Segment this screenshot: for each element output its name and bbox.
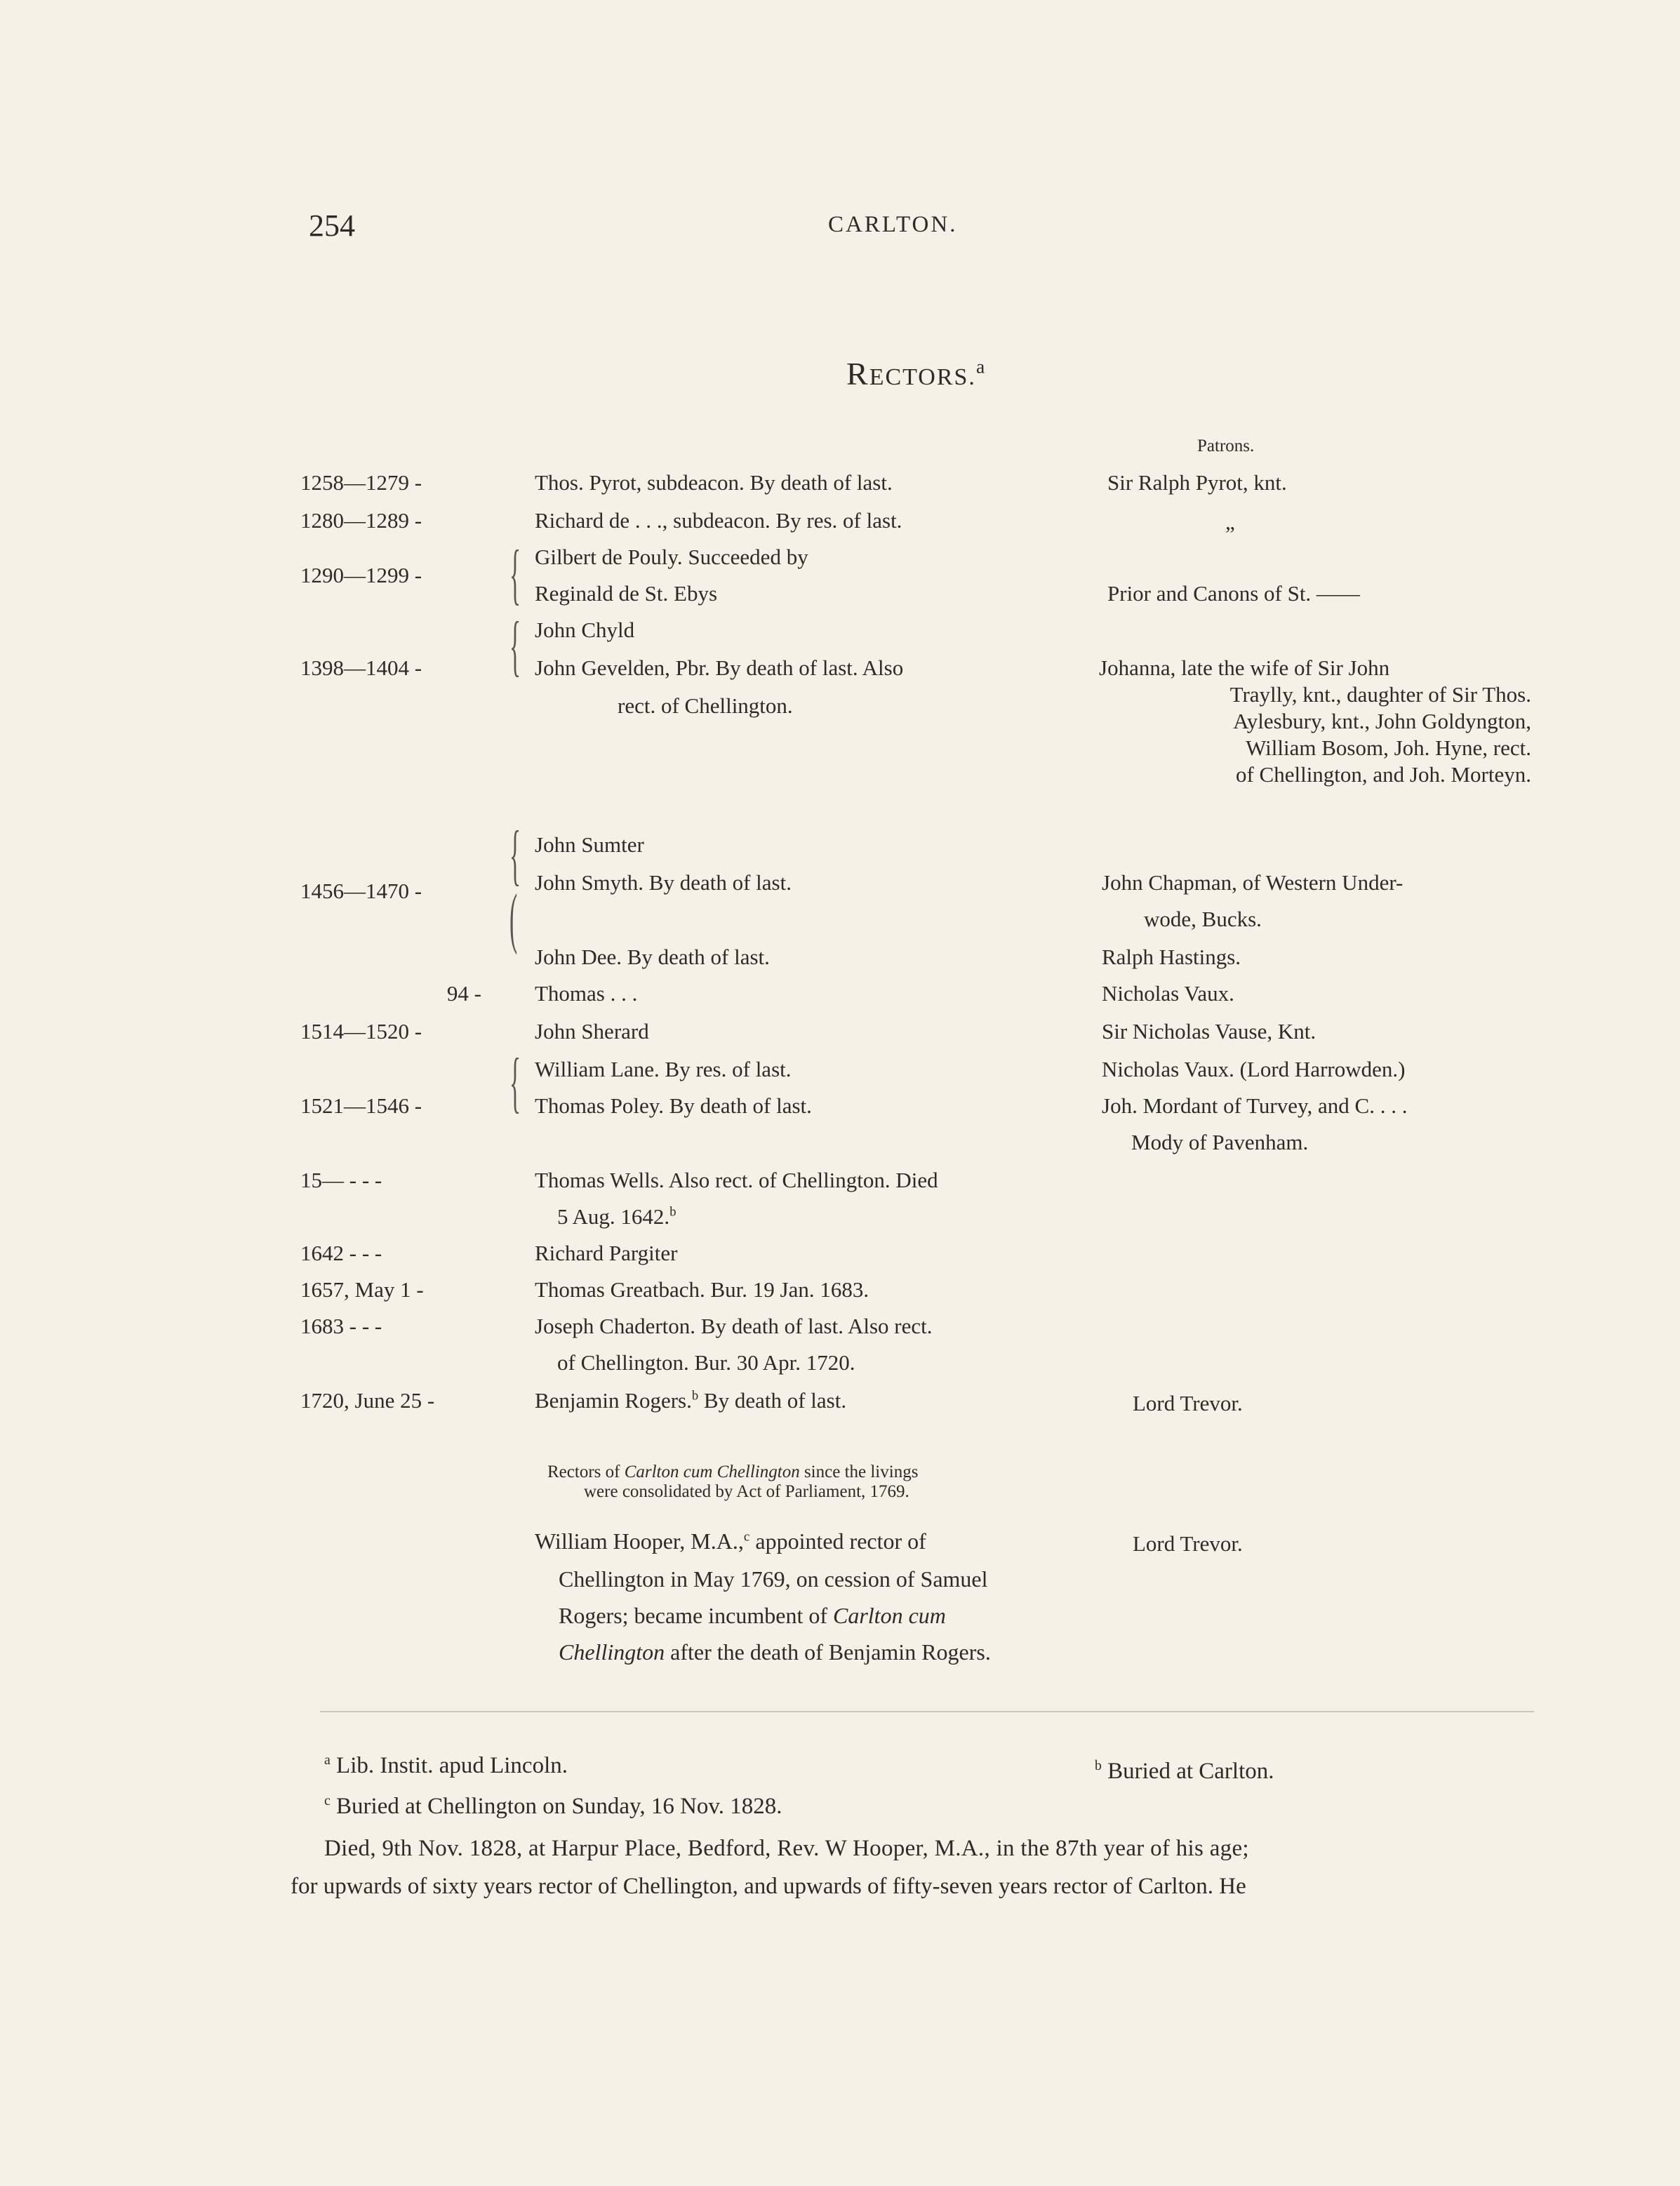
row-rector: rect. of Chellington.: [618, 693, 793, 718]
row-rector: Richard de . . ., subdeacon. By res. of last.: [535, 508, 902, 533]
row-patron: Ralph Hastings.: [1102, 945, 1241, 969]
brace-icon: {: [509, 1044, 521, 1119]
row-rector: Thomas . . .: [535, 981, 638, 1006]
footnote-b: $^b$ Buried at Carlton.: [1095, 1758, 1274, 1784]
row-patron: Sir Ralph Pyrot, knt.: [1107, 470, 1287, 495]
footnote-mark-b: b: [691, 1388, 699, 1404]
row-rector: William Lane. By res. of last.: [535, 1057, 792, 1081]
consolidated-entry: William Hooper, M.A.,$^c$ appointed rector of: [535, 1528, 926, 1554]
row-rector: Joseph Chaderton. By death of last. Also rect.: [535, 1314, 933, 1338]
row-rector: Reginald de St. Ebys: [535, 581, 718, 606]
row-rector: Thomas Greatbach. Bur. 19 Jan. 1683.: [535, 1277, 869, 1302]
consolidated-patron: Lord Trevor.: [1133, 1531, 1243, 1556]
row-rector: Thomas Wells. Also rect. of Chellington. Died: [535, 1168, 938, 1192]
brace-icon: {: [509, 817, 521, 892]
row-rector: Benjamin Rogers.$^b$ By death of last.: [535, 1388, 847, 1413]
row-dates: 1398—1404 -: [300, 655, 422, 680]
footnote-mark-b: b: [669, 1204, 676, 1220]
row-patron: Lord Trevor.: [1133, 1391, 1243, 1415]
patrons-header: Patrons.: [1197, 436, 1255, 455]
row-dates: 1657, May 1 -: [300, 1277, 424, 1302]
row-rector: 5 Aug. 1642.$^b$: [557, 1204, 676, 1229]
row-rector: John Sherard: [535, 1019, 649, 1044]
row-patron: Aylesbury, knt., John Goldyngton,: [1233, 709, 1531, 733]
row-patron: of Chellington, and Joh. Morteyn.: [1235, 762, 1531, 787]
footnote-divider: [320, 1711, 1534, 1712]
row-dates: 1514—1520 -: [300, 1019, 422, 1044]
row-rector: of Chellington. Bur. 30 Apr. 1720.: [557, 1350, 855, 1375]
row-dates: 1521—1546 -: [300, 1093, 422, 1118]
row-dates: 1720, June 25 -: [300, 1388, 435, 1413]
row-dates: 1642 - - -: [300, 1241, 382, 1265]
row-patron: Traylly, knt., daughter of Sir Thos.: [1229, 682, 1531, 707]
row-rector: John Gevelden, Pbr. By death of last. Also: [535, 655, 904, 680]
row-patron: Sir Nicholas Vause, Knt.: [1102, 1019, 1316, 1044]
row-rector: John Dee. By death of last.: [535, 945, 770, 969]
row-patron-ditto: „: [1225, 509, 1235, 534]
row-patron: Mody of Pavenham.: [1131, 1130, 1309, 1154]
row-dates: 1456—1470 -: [300, 879, 422, 903]
row-patron: William Bosom, Joh. Hyne, rect.: [1246, 735, 1531, 760]
brace-icon: (: [509, 880, 518, 955]
running-head: CARLTON.: [828, 212, 958, 237]
row-rector: John Smyth. By death of last.: [535, 870, 792, 895]
brace-icon: {: [509, 608, 521, 683]
row-patron: Nicholas Vaux. (Lord Harrowden.): [1102, 1057, 1406, 1081]
row-dates: 1280—1289 -: [300, 508, 422, 533]
row-patron: Prior and Canons of St. ——: [1107, 581, 1360, 606]
footnote-a: $^a$ Lib. Instit. apud Lincoln.: [324, 1752, 568, 1778]
consolidated-entry: Chellington in May 1769, on cession of Samuel: [559, 1566, 988, 1592]
page-number: 254: [309, 208, 355, 243]
row-dates: 94 -: [446, 981, 481, 1006]
title-footnote-mark: a: [975, 355, 987, 378]
row-dates: 1683 - - -: [300, 1314, 382, 1338]
footnote-paragraph: for upwards of sixty years rector of Chellington, and upwards of fifty-seven years rector of Carlton. He: [291, 1874, 1246, 1899]
row-dates: 1290—1299 -: [300, 563, 422, 587]
page-title: [846, 355, 986, 392]
footnote-c: $^c$ Buried at Chellington on Sunday, 16 Nov. 1828.: [324, 1793, 782, 1819]
consolidated-caption-line2: were consolidated by Act of Parliament, 1769.: [584, 1482, 909, 1501]
row-patron: wode, Bucks.: [1144, 907, 1262, 931]
row-patron: Nicholas Vaux.: [1102, 981, 1234, 1006]
consolidated-entry: Rogers; became incumbent of Carlton cum: [559, 1603, 946, 1628]
row-rector: John Sumter: [535, 832, 644, 857]
title-rest: ECTORS.: [869, 364, 976, 390]
row-patron: John Chapman, of Western Under-: [1102, 870, 1404, 895]
brace-icon: {: [509, 536, 521, 611]
row-rector: Thos. Pyrot, subdeacon. By death of last.: [535, 470, 893, 495]
footnote-mark-c: c: [743, 1529, 750, 1545]
row-rector: Gilbert de Pouly. Succeeded by: [535, 545, 808, 569]
row-dates: 1258—1279 -: [300, 470, 422, 495]
row-rector: Richard Pargiter: [535, 1241, 678, 1265]
row-rector: John Chyld: [535, 618, 635, 642]
title-initial: R: [846, 356, 869, 392]
row-patron: Johanna, late the wife of Sir John: [1099, 655, 1390, 680]
footnote-paragraph: Died, 9th Nov. 1828, at Harpur Place, Bedford, Rev. W Hooper, M.A., in the 87th year of his age;: [324, 1836, 1249, 1861]
row-dates: 15— - - -: [300, 1168, 382, 1192]
consolidated-caption: Rectors of Carlton cum Chellington since the livings: [547, 1462, 919, 1481]
row-patron: Joh. Mordant of Turvey, and C. . . .: [1102, 1093, 1408, 1118]
row-rector: Thomas Poley. By death of last.: [535, 1093, 812, 1118]
consolidated-entry: Chellington after the death of Benjamin Rogers.: [559, 1639, 991, 1665]
